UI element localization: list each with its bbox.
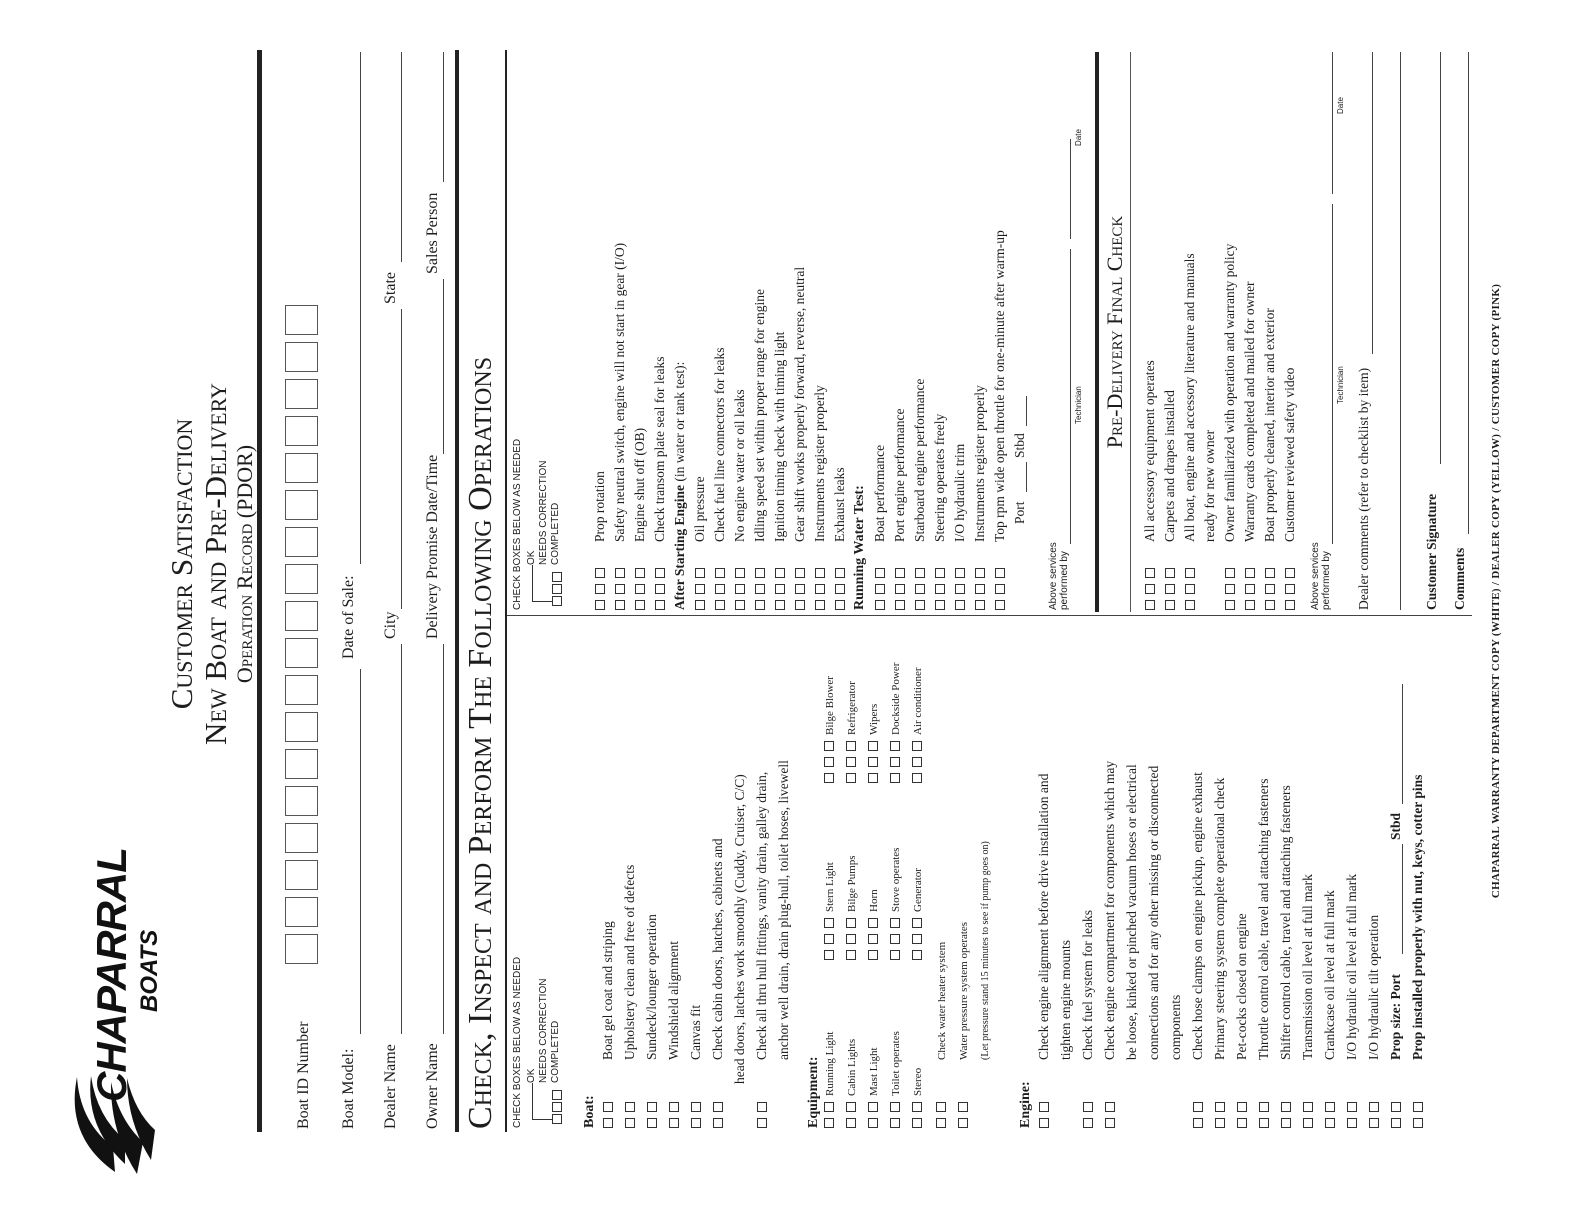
running-item-3[interactable]: Starboard engine performance [912, 379, 928, 610]
dealer-name-field[interactable] [401, 644, 402, 1034]
right-item-engine-shutoff[interactable]: Engine shut off (OB) [632, 428, 648, 610]
boat-item-4[interactable]: Windshield alignment [666, 941, 682, 1128]
engine-item-12[interactable]: I/O hydraulic tilt operation [1366, 915, 1382, 1128]
right-item-prop-rotation[interactable]: Prop rotation [592, 471, 608, 610]
right-item-safety-switch[interactable]: Safety neutral switch, engine will not start in gear (I/O) [612, 243, 628, 610]
after-item-1[interactable]: Oil pressure [692, 476, 708, 610]
engine-item-9[interactable]: Transmission oil level at full mark [1300, 874, 1316, 1128]
boat-model-field[interactable] [360, 669, 361, 1034]
above-services-label-1: Above services performed by [1048, 542, 1070, 610]
final-check-rule-bottom [1130, 52, 1131, 612]
sales-person-label: Sales Person [424, 192, 441, 274]
prop-size-stbd-label: Stbd [1388, 812, 1403, 840]
engine-item-1-cont: tighten engine mounts [1058, 940, 1073, 1060]
engine-item-4[interactable]: Check hose clamps on engine pickup, engine exhaust [1190, 772, 1206, 1128]
brand-name: CHAPARRAL [88, 848, 135, 1102]
running-water-heading: Running Water Test: [852, 485, 867, 610]
running-item-4[interactable]: Steering operates freely [932, 414, 948, 610]
boat-item-6-cont: head doors, latches work smoothly (Cuddy, Cruiser, C/C) [732, 774, 747, 1084]
top-rpm-port-label: Port [1012, 501, 1027, 524]
equipment-item-water-pressure[interactable]: Water pressure system operates [956, 922, 972, 1128]
engine-item-10[interactable]: Crankcase oil level at full mark [1322, 890, 1338, 1128]
boat-item-6[interactable]: Check cabin doors, hatches, cabinets and [710, 838, 726, 1128]
running-item-6[interactable]: Instruments register properly [972, 385, 988, 610]
brand-sub: BOATS [136, 929, 163, 1012]
final-item-4[interactable]: Owner familiarized with operation and warranty policy [1222, 244, 1238, 610]
running-item-7[interactable]: Top rpm wide open throttle for one-minute after warm-up [992, 230, 1008, 610]
boat-item-1[interactable]: Boat gel coat and striping [600, 921, 616, 1128]
final-check-heading: Pre-Delivery Final Check [1102, 215, 1127, 449]
engine-item-7[interactable]: Throttle control cable, travel and attaching fasteners [1256, 778, 1272, 1128]
prop-installed-row[interactable]: Prop installed properly with nut, keys, cotter pins [1410, 775, 1426, 1128]
date-caption-2: Date [1336, 97, 1345, 114]
legend-right: CHECK BOXES BELOW AS NEEDED OK NEEDS CORRECTION COMPLETED [512, 438, 561, 610]
legend-ok: OK [526, 1068, 537, 1083]
state-field[interactable] [401, 52, 402, 262]
legend-completed: COMPLETED [550, 1020, 561, 1083]
equipment-grid[interactable]: Running Light Cabin Lights Mast Light Toilet operates Stereo Stern Light Bilge Pumps Horn Stove operates Generator Bilge Blower Refrigerator Wipers Dockside Power Air conditioner [824, 618, 944, 1128]
customer-signature-field[interactable] [1440, 52, 1441, 464]
boat-item-2[interactable]: Upholstery clean and free of defects [622, 865, 638, 1128]
date-of-sale-field[interactable] [360, 52, 361, 564]
column-divider [507, 615, 1472, 616]
date-caption-1: Date [1074, 129, 1083, 146]
owner-name-field[interactable] [443, 644, 444, 1034]
final-check-rule-top [1095, 52, 1099, 612]
final-item-6[interactable]: Boat properly cleaned, interior and exterior [1262, 308, 1278, 610]
top-rpm-stbd-field[interactable] [1026, 396, 1027, 426]
dealer-comments-label: Dealer comments (refer to checklist by item) [1356, 367, 1371, 610]
form-title [165, 264, 257, 864]
boat-item-7[interactable]: Check all thru hull fittings, vanity drain, galley drain, [754, 772, 770, 1128]
engine-item-3[interactable]: Check engine compartment for components which may [1102, 761, 1118, 1128]
running-item-2[interactable]: Port engine performance [892, 409, 908, 610]
engine-item-3-cont-1: be loose, kinked or pinched vacuum hoses or electrical [1124, 764, 1139, 1060]
boat-item-5[interactable]: Canvas fit [688, 1005, 704, 1128]
prop-size-row[interactable]: Prop size: Port [1388, 974, 1404, 1128]
engine-item-3-cont-3: components [1168, 994, 1183, 1060]
boat-id-label: Boat ID Number [295, 1021, 312, 1129]
engine-item-5[interactable]: Primary steering system complete operational check [1212, 778, 1228, 1128]
date-line-2[interactable] [1332, 52, 1333, 194]
after-item-4[interactable]: Idling speed set within proper range for engine [752, 289, 768, 610]
after-item-8[interactable]: Exhaust leaks [832, 467, 848, 610]
dealer-comments-field-2[interactable] [1400, 52, 1401, 610]
boat-item-3[interactable]: Sundeck/lounger operation [644, 914, 660, 1128]
footer-copy-distribution: CHAPARRAL WARRANTY DEPARTMENT COPY (WHITE) / DEALER COPY (YELLOW) / CUSTOMER COPY (PINK) [1490, 283, 1502, 899]
above-services-label-2: Above services performed by [1310, 542, 1332, 610]
comments-field[interactable] [1468, 52, 1469, 534]
final-item-2[interactable]: Carpets and drapes installed [1162, 390, 1178, 610]
right-item-transom-seal[interactable]: Check transom plate seal for leaks [652, 356, 668, 610]
equipment-pressure-note: (Let pressure stand 15 minutes to see if pump goes on) [980, 841, 991, 1060]
sales-person-field[interactable] [443, 52, 444, 182]
final-item-5[interactable]: Warranty cards completed and mailed for owner [1242, 281, 1258, 610]
date-of-sale-label: Date of Sale: [340, 575, 357, 659]
running-item-5[interactable]: I/O hydraulic trim [952, 444, 968, 610]
main-heading: Check, Inspect and Perform The Following Operations [462, 356, 499, 1129]
final-item-7[interactable]: Customer reviewed safety video [1282, 368, 1298, 610]
city-label: City [382, 611, 399, 639]
after-item-7[interactable]: Instruments register properly [812, 385, 828, 610]
prop-size-port-field[interactable] [1402, 844, 1403, 954]
main-heading-rule-bottom [505, 50, 507, 1132]
after-item-5[interactable]: Ignition timing check with timing light [772, 332, 788, 610]
top-rpm-stbd-label: Stbd [1012, 433, 1027, 458]
dealer-comments-field[interactable] [1372, 52, 1373, 354]
engine-item-2[interactable]: Check fuel system for leaks [1080, 910, 1096, 1128]
equipment-heading: Equipment: [806, 1056, 821, 1128]
delivery-promise-field[interactable] [443, 279, 444, 454]
technician-caption-2: Technician [1336, 366, 1345, 404]
after-item-2[interactable]: Check fuel line connectors for leaks [712, 347, 728, 610]
chaparral-logo [40, 848, 180, 1182]
title-line-2: New Boat and Pre-Delivery [198, 383, 233, 745]
engine-item-1[interactable]: Check engine alignment before drive installation and [1036, 774, 1052, 1128]
comments-label: Comments [1452, 547, 1467, 610]
engine-item-11[interactable]: I/O hydraulic oil level at full mark [1344, 874, 1360, 1128]
legend-header: CHECK BOXES BELOW AS NEEDED [512, 956, 523, 1128]
prop-size-stbd-field[interactable] [1402, 684, 1403, 804]
after-starting-heading: After Starting Engine (in water or tank test): [672, 361, 687, 610]
engine-item-6[interactable]: Pet-cocks closed on engine [1234, 913, 1250, 1128]
boat-heading: Boat: [582, 1095, 597, 1128]
boat-id-boxes[interactable] [285, 314, 321, 964]
header-rule [257, 50, 262, 1132]
engine-item-8[interactable]: Shifter control cable, travel and attaching fasteners [1278, 785, 1294, 1128]
legend-left [512, 888, 574, 1128]
city-field[interactable] [401, 309, 402, 609]
final-item-3-cont: ready for new owner [1202, 429, 1217, 542]
title-line-3: Operation Record (PDOR) [232, 444, 257, 684]
date-line-1[interactable] [1070, 139, 1071, 239]
technician-caption-1: Technician [1074, 386, 1083, 424]
delivery-promise-label: Delivery Promise Date/Time [424, 454, 441, 639]
after-item-6[interactable]: Gear shift works properly forward, reverse, neutral [792, 267, 808, 610]
dealer-name-label: Dealer Name [382, 1044, 399, 1129]
engine-item-3-cont-2: connections and for any other missing or disconnected [1146, 765, 1161, 1060]
boat-model-label: Boat Model: [340, 1048, 357, 1129]
technician-signature-line-2[interactable] [1332, 204, 1333, 544]
customer-signature-label: Customer Signature [1424, 493, 1439, 610]
final-item-1[interactable]: All accessory equipment operates [1142, 360, 1158, 610]
top-rpm-port-field[interactable] [1026, 462, 1027, 492]
final-item-3[interactable]: All boat, engine and accessory literature and manuals [1182, 253, 1198, 610]
state-label: State [382, 272, 399, 304]
title-line-1: Customer Satisfaction [164, 418, 199, 710]
engine-heading: Engine: [1018, 1081, 1033, 1128]
after-item-3[interactable]: No engine water or oil leaks [732, 389, 748, 610]
equipment-item-water-heater[interactable]: Check water heater system [934, 942, 950, 1128]
technician-signature-line-1[interactable] [1070, 249, 1071, 544]
owner-name-label: Owner Name [424, 1043, 441, 1129]
running-item-1[interactable]: Boat performance [872, 445, 888, 610]
legend-needs-correction: NEEDS CORRECTION [538, 978, 549, 1083]
boat-item-7-cont: anchor well drain, drain plug-hull, toilet hoses, livewell [776, 760, 791, 1060]
